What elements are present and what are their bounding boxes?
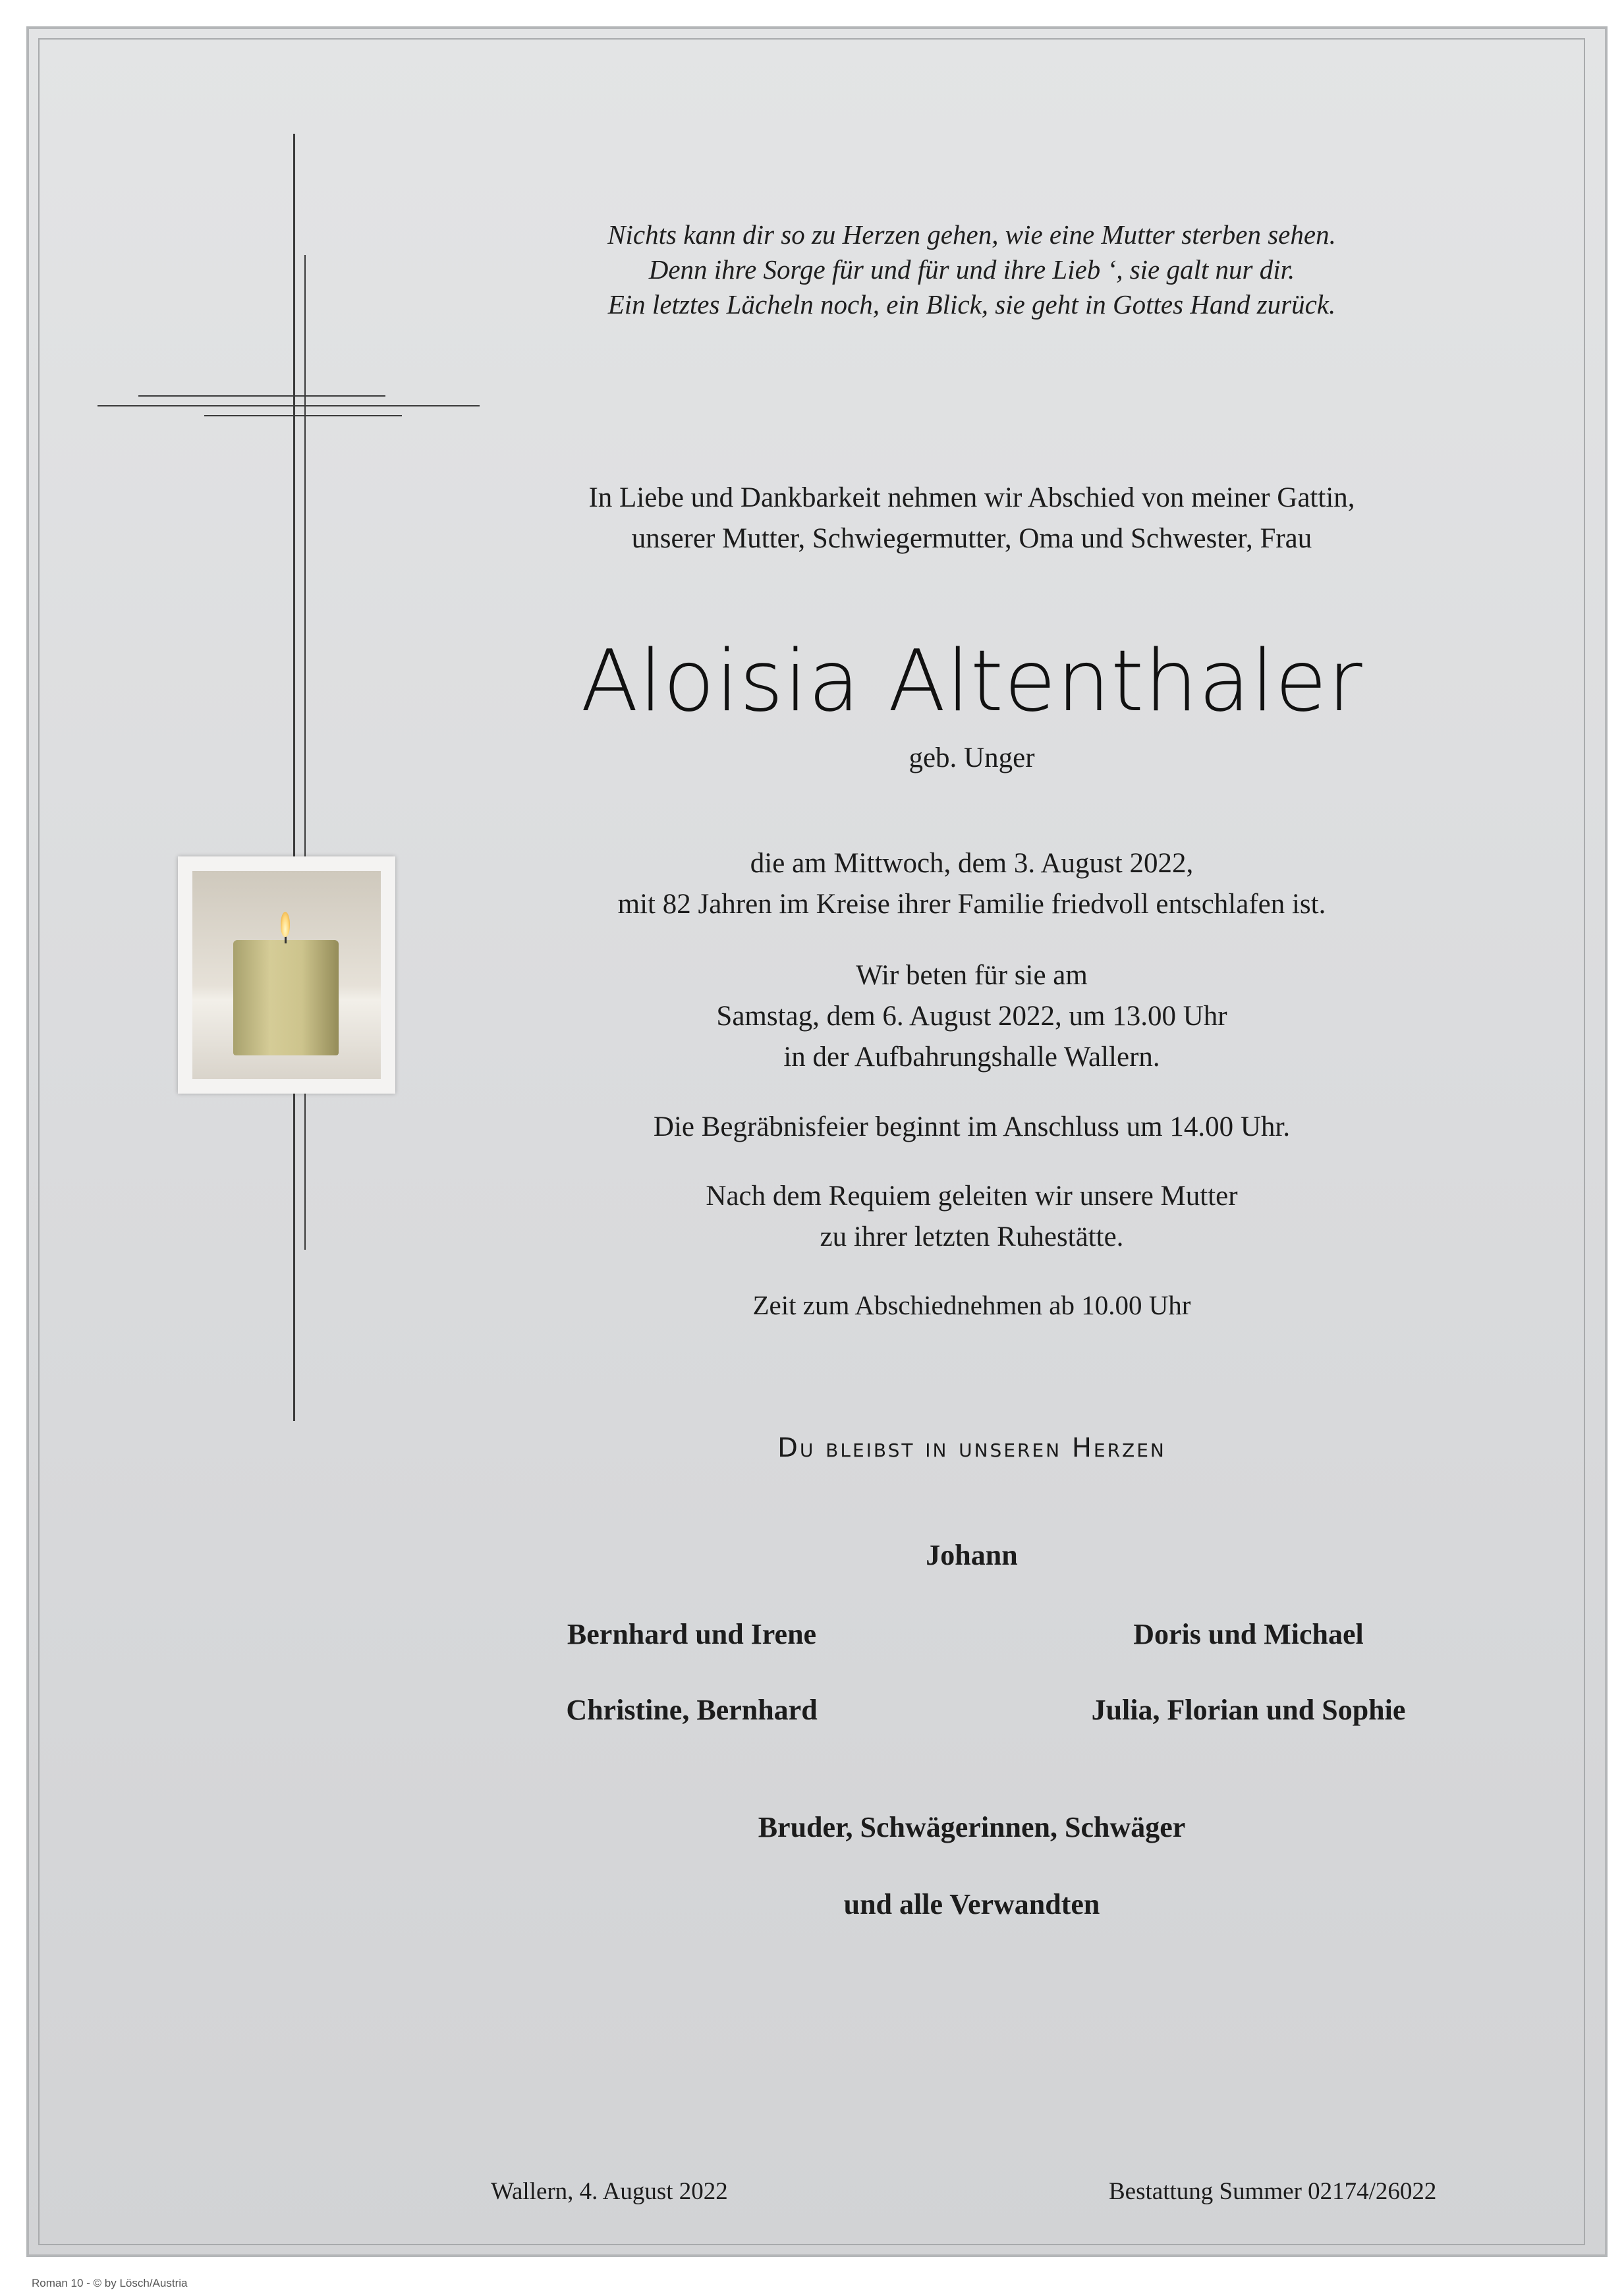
verse-line: Ein letztes Lächeln noch, ein Blick, sie geht in Gottes Hand zurück.: [607, 289, 1336, 320]
intro-text: [501, 478, 1443, 559]
death-line: die am Mittwoch, dem 3. August 2022,: [750, 848, 1194, 879]
prayer-text: [501, 955, 1443, 1078]
birth-name: geb. Unger: [909, 742, 1035, 773]
prayer-line: Wir beten für sie am: [856, 960, 1088, 991]
candle-icon: [233, 940, 339, 1055]
deceased-name: Aloisia Altenthaler: [580, 632, 1363, 731]
death-text: [501, 843, 1443, 925]
verse-line: Denn ihre Sorge für und für und ihre Lieb ‘, sie galt nur dir.: [648, 254, 1295, 285]
copyright: Roman 10 - © by Lösch/Austria: [32, 2277, 188, 2289]
verse-line: Nichts kann dir so zu Herzen gehen, wie eine Mutter sterben sehen.: [607, 219, 1336, 250]
verse: [501, 217, 1443, 322]
viewing-text: Zeit zum Abschiednehmen ab 10.00 Uhr: [752, 1290, 1191, 1320]
mourner-relatives: und alle Verwandten: [843, 1888, 1100, 1920]
mourner-left-1: Bernhard und Irene: [567, 1618, 817, 1650]
motto: Du bleibst in unseren Herzen: [777, 1433, 1166, 1463]
requiem-line: zu ihrer letzten Ruhestätte.: [820, 1221, 1124, 1252]
flame-icon: [281, 912, 290, 937]
mourner-spouse: Johann: [926, 1539, 1018, 1571]
candle-photo: [178, 856, 395, 1094]
prayer-line: Samstag, dem 6. August 2022, um 13.00 Uhr: [716, 1001, 1227, 1032]
prayer-line: in der Aufbahrungshalle Wallern.: [783, 1042, 1160, 1073]
mourner-right-1: Doris und Michael: [1133, 1618, 1364, 1650]
intro-line: In Liebe und Dankbarkeit nehmen wir Abschied von meiner Gattin,: [588, 482, 1355, 513]
mourner-left-2: Christine, Bernhard: [566, 1694, 818, 1726]
death-line: mit 82 Jahren im Kreise ihrer Familie friedvoll entschlafen ist.: [617, 889, 1326, 920]
requiem-text: [501, 1176, 1443, 1258]
requiem-line: Nach dem Requiem geleiten wir unsere Mutter: [706, 1181, 1238, 1212]
mourner-siblings: Bruder, Schwägerinnen, Schwäger: [758, 1811, 1186, 1843]
funeral-text: Die Begräbnisfeier beginnt im Anschluss um 14.00 Uhr.: [653, 1111, 1291, 1142]
intro-line: unserer Mutter, Schwiegermutter, Oma und Schwester, Frau: [631, 523, 1312, 554]
undertaker: Bestattung Summer 02174/26022: [1109, 2178, 1437, 2205]
place-date: Wallern, 4. August 2022: [491, 2178, 728, 2205]
mourner-right-2: Julia, Florian und Sophie: [1091, 1694, 1406, 1726]
